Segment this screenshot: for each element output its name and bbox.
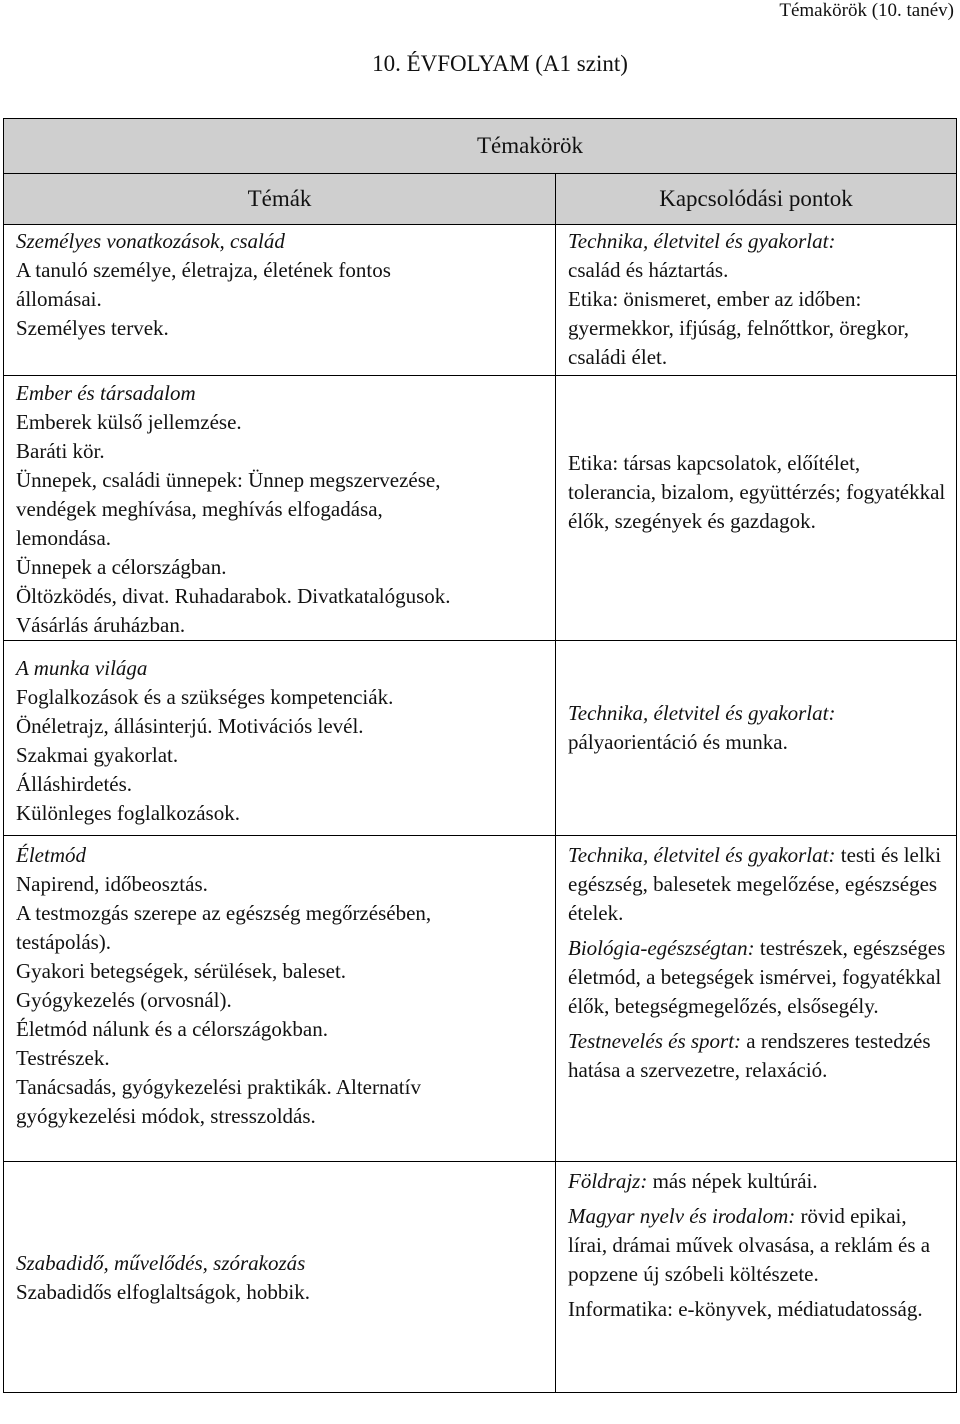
themes-cell-society [4,376,556,641]
link-entry: Technika, életvitel és gyakorlat: család és háztartás. [568,229,836,282]
section-heading: Személyes vonatkozások, család [16,229,285,253]
section-heading: A munka világa [16,656,148,680]
list-item: Napirend, időbeosztás. [16,872,208,896]
list-item: Személyes tervek. [16,316,169,340]
list-item: gyógykezelési módok, stresszoldás. [16,1104,316,1128]
list-item: állomásai. [16,287,102,311]
column-header-themes: Témák [4,174,556,225]
list-item: Öltözködés, divat. Ruhadarabok. Divatkatalógusok. [16,584,451,608]
link-entry: Földrajz: más népek kultúrái. [568,1169,818,1193]
list-item: testápolás). [16,930,112,954]
links-cell-leisure [556,1162,957,1393]
themes-cell-leisure [4,1162,556,1393]
themes-cell-work [4,641,556,836]
link-entry: Informatika: e-könyvek, médiatudatosság. [568,1297,923,1321]
table-main-header: Témakörök [4,119,957,174]
link-entry: Technika, életvitel és gyakorlat: testi és lelki egészség, balesetek megelőzése, egészséges ételek. [568,843,942,925]
list-item: Tanácsadás, gyógykezelési praktikák. Alternatív [16,1075,421,1099]
list-item: vendégek meghívása, meghívás elfogadása, [16,497,383,521]
column-header-links: Kapcsolódási pontok [556,174,957,225]
list-item: lemondása. [16,526,112,550]
list-item: Foglalkozások és a szükséges kompetenciák. [16,685,394,709]
links-cell-personal [556,225,957,376]
list-item: Vásárlás áruházban. [16,613,186,637]
link-entry: Biológia-egészségtan: testrészek, egészséges életmód, a betegségek ismérvei, fogyatékkal élők, betegségmegelőzés, elsősegély. [568,936,946,1018]
links-cell-society [556,376,957,641]
link-entry: Testnevelés és sport: a rendszeres testedzés hatása a szervezetre, relaxáció. [568,1029,931,1082]
link-entry: Etika: társas kapcsolatok, előítélet, tolerancia, bizalom, együttérzés; fogyatékkal élők, szegények és gazdagok. [568,451,946,533]
document-title: 10. ÉVFOLYAM (A1 szint) [372,51,628,76]
list-item: Álláshirdetés. [16,772,133,796]
topics-table [3,118,957,1393]
list-item: Különleges foglalkozások. [16,801,240,825]
running-header: Témakörök (10. tanév) [779,0,954,21]
link-entry: Magyar nyelv és irodalom: rövid epikai, lírai, drámai művek olvasása, a reklám és a popzene új szóbeli költészete. [568,1204,931,1286]
links-cell-work [556,641,957,836]
section-heading: Szabadidő, művelődés, szórakozás [16,1251,306,1275]
section-heading: Ember és társadalom [16,381,196,405]
list-item: Szakmai gyakorlat. [16,743,179,767]
list-item: Életmód nálunk és a célországokban. [16,1017,328,1041]
list-item: Testrészek. [16,1046,110,1070]
link-entry: Technika, életvitel és gyakorlat: pályaorientáció és munka. [568,701,836,754]
list-item: Önéletrajz, állásinterjú. Motivációs levél. [16,714,364,738]
list-item: A tanuló személye, életrajza, életének fontos [16,258,391,282]
list-item: Ünnepek, családi ünnepek: Ünnep megszervezése, [16,468,441,492]
themes-cell-personal [4,225,556,376]
list-item: Gyakori betegségek, sérülések, baleset. [16,959,347,983]
list-item: Emberek külső jellemzése. [16,410,242,434]
themes-cell-lifestyle [4,836,556,1162]
list-item: Gyógykezelés (orvosnál). [16,988,232,1012]
list-item: Baráti kör. [16,439,105,463]
links-cell-lifestyle [556,836,957,1162]
list-item: Szabadidős elfoglaltságok, hobbik. [16,1280,310,1304]
section-heading: Életmód [16,843,86,867]
list-item: A testmozgás szerepe az egészség megőrzésében, [16,901,432,925]
link-entry: Etika: önismeret, ember az időben: gyermekkor, ifjúság, felnőttkor, öregkor, családi élet. [568,287,909,369]
list-item: Ünnepek a célországban. [16,555,227,579]
